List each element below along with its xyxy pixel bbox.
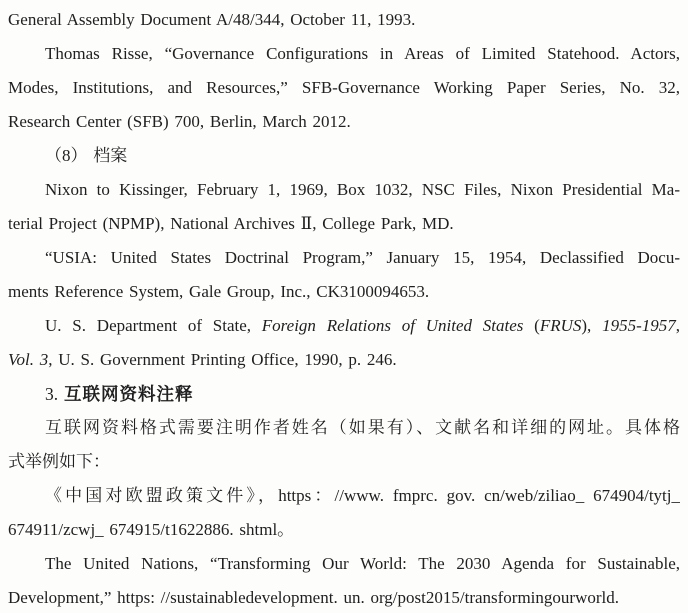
text-segment: ( <box>523 316 540 335</box>
citation-line <box>8 173 680 207</box>
citation-line <box>8 547 680 581</box>
citation-line <box>8 3 680 37</box>
citation-line <box>8 105 680 139</box>
citation-line <box>8 513 680 547</box>
text-segment: , <box>675 316 680 335</box>
text-segment: Foreign Relations of United States <box>261 316 524 335</box>
text-segment: Development,” https: //sustainabledevelopment. un. org/post2015/transformingourworld. <box>8 588 619 607</box>
text-segment: Modes, Institutions, and Resources,” SFB-Governance Working Paper Series, No. 32, <box>8 78 680 97</box>
citation-line <box>8 37 680 71</box>
text-segment: Research Center (SFB) 700, Berlin, March 2012. <box>8 112 351 131</box>
citation-line <box>8 241 680 275</box>
text-segment: Nixon to Kissinger, February 1, 1969, Box 1032, NSC Files, Nixon Presidential Ma- <box>45 180 680 199</box>
text-segment: Thomas Risse, “Governance Configurations in Areas of Limited Statehood. Actors, <box>45 44 680 63</box>
text-segment: The United Nations, “Transforming Our World: The 2030 Agenda for Sustainable, <box>45 554 680 573</box>
text-segment: 3. <box>45 384 64 404</box>
text-segment: 1955-1957 <box>602 316 676 335</box>
document-body <box>8 3 680 613</box>
citation-line <box>8 207 680 241</box>
citation-line <box>8 581 680 613</box>
citation-line <box>8 71 680 105</box>
text-segment: FRUS <box>539 316 582 335</box>
text-segment: 互联网资料格式需要注明作者姓名（如果有）、文献名和详细的网址。具体格 <box>45 418 680 437</box>
citation-line <box>8 343 680 377</box>
text-segment: （8） 档案 <box>45 146 128 165</box>
text-segment: 互联网资料注释 <box>64 384 194 404</box>
text-segment: 式举例如下： <box>8 452 110 471</box>
text-segment: General Assembly Document A/48/344, October 11, 1993. <box>8 10 416 29</box>
text-segment: terial Project (NPMP), National Archives Ⅱ, College Park, MD. <box>8 214 454 233</box>
text-segment: “USIA: United States Doctrinal Program,” January 15, 1954, Declassified Docu- <box>45 248 680 267</box>
citation-line <box>8 309 680 343</box>
text-segment: ments Reference System, Gale Group, Inc., CK3100094653. <box>8 282 430 301</box>
text-segment: Vol. 3 <box>8 350 49 369</box>
citation-line <box>8 275 680 309</box>
citation-line <box>8 479 680 513</box>
section-heading <box>8 377 680 411</box>
text-segment: 《中国对欧盟政策文件》，https：//www. fmprc. gov. cn/web/ziliao_ 674904/tytj_ <box>45 486 680 505</box>
text-segment: ), <box>581 316 603 335</box>
text-segment: , U. S. Government Printing Office, 1990, p. 246. <box>48 350 397 369</box>
body-text-line <box>8 411 680 445</box>
body-text-line <box>8 445 680 479</box>
text-segment: 674911/zcwj_ 674915/t1622886. shtml。 <box>8 520 295 539</box>
subsection-label <box>8 139 680 173</box>
text-segment: U. S. Department of State, <box>45 316 262 335</box>
